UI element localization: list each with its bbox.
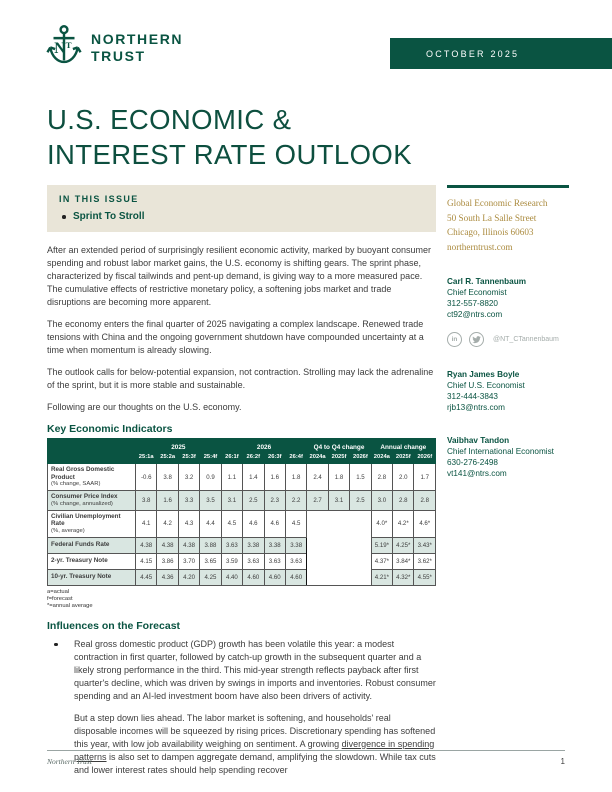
column-subheader: 2024a	[307, 453, 328, 464]
data-cell: 2.0	[393, 464, 414, 491]
column-group-header: Q4 to Q4 change	[307, 441, 371, 453]
influences-heading: Influences on the Forecast	[47, 619, 181, 632]
data-cell: 3.3	[178, 491, 199, 511]
twitter-icon[interactable]	[469, 332, 484, 347]
data-cell: 4.20	[178, 569, 199, 585]
data-cell: 1.7	[414, 464, 436, 491]
intro-paragraph: Following are our thoughts on the U.S. economy.	[47, 402, 242, 412]
data-cell: 0.9	[200, 464, 221, 491]
data-cell: 4.1	[136, 510, 157, 537]
table-body	[48, 464, 436, 586]
social-row	[447, 332, 569, 347]
data-cell: 3.5	[200, 491, 221, 511]
data-cell: 3.38	[243, 537, 264, 553]
contact-sidebar	[447, 185, 569, 479]
intro-paragraph: The outlook calls for below-potential expansion, not contraction. Strolling may lack the adrenaline of the sprint, but it is more stable and sustainable.	[47, 367, 434, 390]
contact-name: Ryan James Boyle	[447, 370, 520, 379]
row-label: Federal Funds Rate	[48, 537, 136, 553]
contact-title: Chief International Economist	[447, 447, 554, 456]
sidebar-rule	[447, 185, 569, 188]
data-cell: 4.2	[157, 510, 178, 537]
data-cell: 4.37*	[371, 553, 392, 569]
column-group-header: 2025	[136, 441, 222, 453]
table-row	[48, 569, 436, 585]
data-cell: 4.25*	[393, 537, 414, 553]
data-cell: 4.45	[136, 569, 157, 585]
paragraph-text: But a step down lies ahead. The labor market is softening, and households' real disposable incomes will be squeezed by rising prices. Discretionary spending has softened this year, with low job availability weighing on sentiment. A growing	[74, 712, 436, 749]
data-cell: 4.32*	[393, 569, 414, 585]
data-cell: 4.15	[136, 553, 157, 569]
table-row	[48, 553, 436, 569]
data-cell: 4.21*	[371, 569, 392, 585]
address-line: Global Economic Research	[447, 198, 548, 208]
twitter-handle[interactable]: @NT_CTannenbaum	[493, 336, 559, 343]
row-label: Consumer Price Index (% change, annualized)	[48, 491, 136, 511]
page-footer	[47, 750, 565, 766]
column-subheader: 25:1a	[136, 453, 157, 464]
data-cell: 3.43*	[414, 537, 436, 553]
data-cell: 3.65	[200, 553, 221, 569]
data-cell: 3.1	[328, 491, 349, 511]
table-header	[48, 441, 436, 464]
data-cell: 2.8	[393, 491, 414, 511]
row-label: Civilian Unemployment Rate (%, average)	[48, 510, 136, 537]
contact-title: Chief U.S. Economist	[447, 381, 525, 390]
data-cell: 4.38	[136, 537, 157, 553]
column-subheader: 26:1f	[221, 453, 242, 464]
data-cell: 2.2	[285, 491, 306, 511]
data-cell: 4.36	[157, 569, 178, 585]
footnote: f=forecast	[47, 595, 73, 602]
data-cell: 3.1	[221, 491, 242, 511]
contact-card	[447, 276, 569, 320]
data-cell: 1.5	[350, 464, 371, 491]
contact-email[interactable]: vt141@ntrs.com	[447, 469, 507, 478]
indicators-heading: Key Economic Indicators	[47, 423, 173, 435]
data-cell: 4.6	[264, 510, 285, 537]
data-cell: 3.63	[221, 537, 242, 553]
key-economic-indicators-table	[47, 440, 436, 586]
website-link[interactable]: northerntrust.com	[447, 241, 513, 252]
in-this-issue-box	[47, 185, 436, 232]
page-title: U.S. ECONOMIC & INTEREST RATE OUTLOOK	[47, 104, 412, 170]
data-cell: 4.60	[285, 569, 306, 585]
column-subheader: 2024a	[371, 453, 392, 464]
column-subheader: 2025f	[328, 453, 349, 464]
data-cell: 3.84*	[393, 553, 414, 569]
data-cell: 3.59	[221, 553, 242, 569]
contact-email[interactable]: rjb13@ntrs.com	[447, 403, 505, 412]
data-cell: 4.60	[264, 569, 285, 585]
influences-paragraph	[47, 712, 436, 777]
contact-phone: 630-276-2498	[447, 458, 498, 467]
contact-title: Chief Economist	[447, 288, 507, 297]
svg-text:T: T	[65, 40, 72, 51]
issue-item[interactable]: Sprint To Stroll	[59, 211, 424, 222]
data-cell: 4.40	[221, 569, 242, 585]
column-subheader: 2025f	[393, 453, 414, 464]
brand-header	[46, 24, 183, 71]
contact-name: Carl R. Tannenbaum	[447, 277, 527, 286]
table-row	[48, 510, 436, 537]
column-subheader: 25:4f	[200, 453, 221, 464]
data-cell: 4.3	[178, 510, 199, 537]
contact-email[interactable]: ct92@ntrs.com	[447, 310, 503, 319]
data-cell: 2.7	[307, 491, 328, 511]
column-group-header: Annual change	[371, 441, 435, 453]
column-group-header: 2026	[221, 441, 307, 453]
data-cell: -0.6	[136, 464, 157, 491]
column-subheader: 25:3f	[178, 453, 199, 464]
data-cell: 4.0*	[371, 510, 392, 537]
row-label: 2-yr. Treasury Note	[48, 553, 136, 569]
data-cell: 4.4	[200, 510, 221, 537]
data-cell: 3.70	[178, 553, 199, 569]
footer-brand: Northern Trust	[47, 757, 92, 766]
empty-q4-region	[307, 510, 371, 585]
address-line: 50 South La Salle Street	[447, 212, 537, 223]
footnote: *=annual average	[47, 602, 93, 609]
data-cell: 2.8	[371, 464, 392, 491]
data-cell: 3.38	[285, 537, 306, 553]
data-cell: 4.38	[157, 537, 178, 553]
issue-date-banner: OCTOBER 2025	[390, 38, 612, 69]
data-cell: 3.8	[136, 491, 157, 511]
divergence-link[interactable]: divergence in spending patterns	[74, 738, 435, 762]
column-subheader: 25:2a	[157, 453, 178, 464]
data-cell: 3.2	[178, 464, 199, 491]
row-label: 10-yr. Treasury Note	[48, 569, 136, 585]
paragraph-text: is also set to dampen aggregate demand, amplifying the slowdown. While tax cuts and lower interest rates should help spending recover	[74, 751, 436, 775]
data-cell: 4.6	[243, 510, 264, 537]
data-cell: 4.60	[243, 569, 264, 585]
anchor-logo-icon	[46, 24, 82, 71]
influences-bullet: Real gross domestic product (GDP) growth has been volatile this year: a modest contraction in first quarter, followed by catch-up growth in the subsequent quarter and a likely strong performance in the third. This mid-year strength reflects payback after first quarter's decline, which was driven by swings in imports and inventories. Robust consumer spending and an AI-led investment boom have also been drivers of activity.	[47, 638, 436, 703]
issue-box-heading: IN THIS ISSUE	[59, 194, 139, 204]
brand-wordmark: NORTHERN TRUST	[91, 30, 184, 64]
data-cell: 4.55*	[414, 569, 436, 585]
data-cell: 3.62*	[414, 553, 436, 569]
table-row	[48, 491, 436, 511]
data-cell: 1.8	[328, 464, 349, 491]
column-subheader: 26:4f	[285, 453, 306, 464]
table-corner-cell	[48, 441, 136, 464]
data-cell: 2.5	[243, 491, 264, 511]
linkedin-icon[interactable]: in	[447, 332, 462, 347]
data-cell: 2.5	[350, 491, 371, 511]
table-footnotes	[47, 589, 436, 610]
column-subheader: 26:3f	[264, 453, 285, 464]
data-cell: 1.6	[264, 464, 285, 491]
intro-paragraph: The economy enters the final quarter of 2025 navigating a complex landscape. Renewed trade tensions with China and the ongoing government shutdown have compounded uncertainty at a time when momentum is already slowing.	[47, 319, 424, 355]
contact-name: Vaibhav Tandon	[447, 436, 510, 445]
data-cell: 1.1	[221, 464, 242, 491]
address-line: Chicago, Illinois 60603	[447, 227, 534, 237]
data-cell: 4.5	[285, 510, 306, 537]
data-cell: 3.63	[243, 553, 264, 569]
intro-paragraph: After an extended period of surprisingly resilient economic activity, marked by buoyant consumer spending and robust labor market gains, the U.S. economy is shifting gears. The sprint phase, characterized by fiscal tailwinds and pent-up demand, is giving way to a more measured pace. The cumulative effects of restrictive monetary policy, a softening jobs market and trade disruptions are becoming more apparent.	[47, 245, 432, 307]
data-cell: 1.4	[243, 464, 264, 491]
data-cell: 3.38	[264, 537, 285, 553]
data-cell: 4.38	[178, 537, 199, 553]
data-cell: 2.8	[414, 491, 436, 511]
data-cell: 5.19*	[371, 537, 392, 553]
data-cell: 4.6*	[414, 510, 436, 537]
row-label: Real Gross Domestic Product (% change, SAAR)	[48, 464, 136, 491]
data-cell: 1.6	[157, 491, 178, 511]
table-row	[48, 464, 436, 491]
table-row	[48, 537, 436, 553]
address-block	[447, 196, 569, 254]
footer-rule	[47, 750, 565, 751]
column-subheader: 2026f	[350, 453, 371, 464]
data-cell: 3.88	[200, 537, 221, 553]
data-cell: 2.4	[307, 464, 328, 491]
svg-text:N: N	[54, 40, 66, 58]
column-subheader: 2026f	[414, 453, 436, 464]
data-cell: 4.2*	[393, 510, 414, 537]
data-cell: 4.25	[200, 569, 221, 585]
data-cell: 4.5	[221, 510, 242, 537]
contact-card	[447, 435, 569, 479]
data-cell: 3.0	[371, 491, 392, 511]
data-cell: 3.63	[264, 553, 285, 569]
data-cell: 3.86	[157, 553, 178, 569]
data-cell: 3.8	[157, 464, 178, 491]
data-cell: 1.8	[285, 464, 306, 491]
contact-phone: 312-557-8820	[447, 299, 498, 308]
column-subheader: 26:2f	[243, 453, 264, 464]
footnote: a=actual	[47, 588, 70, 595]
data-cell: 3.63	[285, 553, 306, 569]
data-cell: 2.3	[264, 491, 285, 511]
contact-card	[447, 369, 569, 413]
contact-phone: 312-444-3843	[447, 392, 498, 401]
page-number: 1	[560, 757, 565, 766]
